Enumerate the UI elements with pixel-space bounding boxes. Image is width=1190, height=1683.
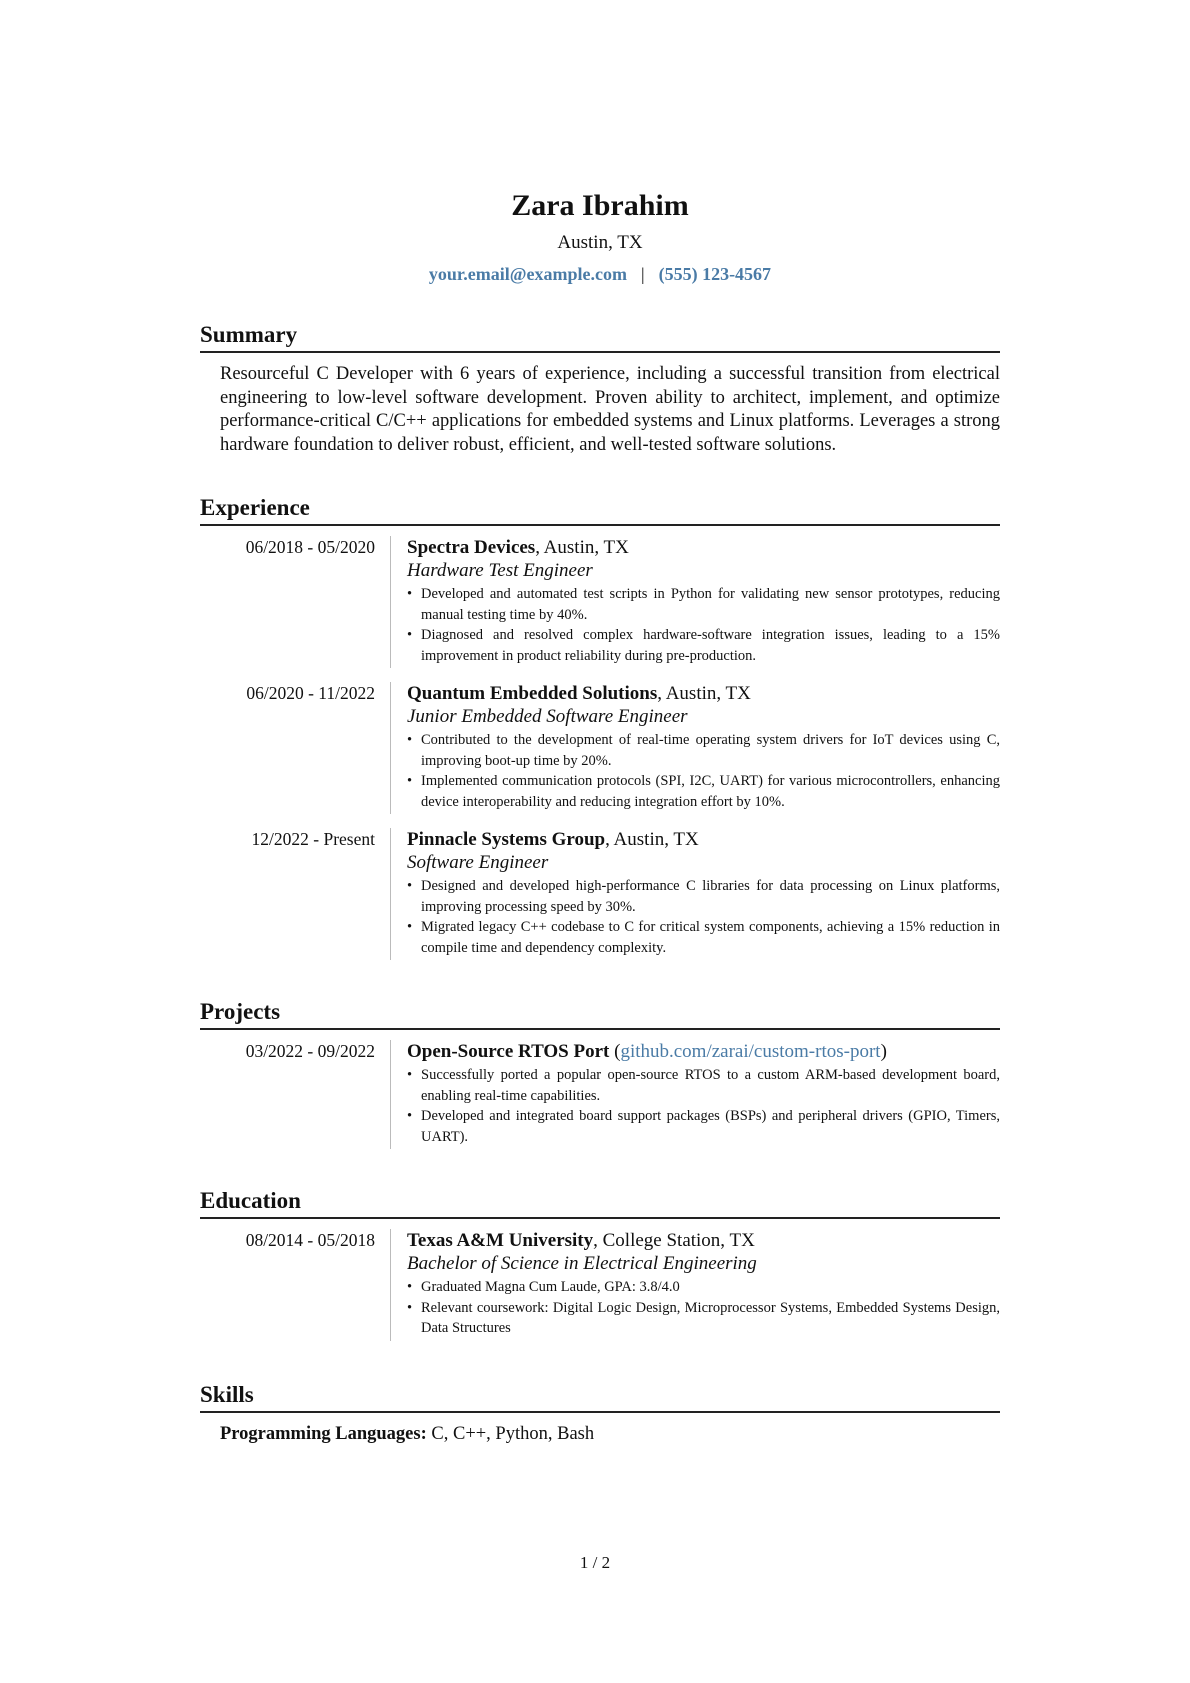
education-entry (200, 1229, 1000, 1341)
entry-org (407, 536, 1000, 559)
entry-org (407, 682, 1000, 705)
projects-section (200, 998, 1000, 1149)
experience-entry (200, 682, 1000, 814)
experience-entry (200, 536, 1000, 668)
job-title: Hardware Test Engineer (407, 560, 593, 581)
skills-label: Programming Languages: (220, 1423, 427, 1444)
company-location: , Austin, TX (605, 829, 699, 850)
projects-heading: Projects (200, 998, 1000, 1030)
bullet-item: • Contributed to the development of real-time operating system drivers for IoT devices using C, improving boot-up time by 20%. (407, 730, 1000, 771)
entry-date: 12/2022 - Present (251, 829, 375, 849)
paren-open: ( (609, 1041, 621, 1062)
page-number: 1 / 2 (579, 1553, 611, 1572)
entry-body (390, 536, 1000, 668)
degree: Bachelor of Science in Electrical Engineering (407, 1253, 757, 1274)
entry-date: 06/2018 - 05/2020 (245, 537, 375, 557)
bullet-list (407, 876, 1000, 958)
entry-body (390, 828, 1000, 960)
entry-org (407, 1229, 1000, 1252)
entry-body (390, 1229, 1000, 1341)
experience-section (200, 494, 1000, 960)
company-name: Pinnacle Systems Group (407, 829, 606, 850)
summary-heading: Summary (200, 321, 1000, 353)
company-name: Spectra Devices (407, 537, 536, 558)
bullet-item: • Developed and automated test scripts in Python for validating new sensor prototypes, reducing manual testing time by 40%. (407, 584, 1000, 625)
job-title: Junior Embedded Software Engineer (407, 706, 688, 727)
bullet-list (407, 1277, 1000, 1339)
project-title (407, 1040, 1000, 1063)
resume-page (200, 0, 1000, 1446)
bullet-item: • Diagnosed and resolved complex hardware-software integration issues, leading to a 15% improvement in product reliability during pre-production. (407, 625, 1000, 666)
summary-section (200, 321, 1000, 457)
bullet-item: • Developed and integrated board support packages (BSPs) and peripheral drivers (GPIO, Timers, UART). (407, 1106, 1000, 1147)
project-entry (200, 1040, 1000, 1149)
bullet-list (407, 1065, 1000, 1147)
candidate-location: Austin, TX (557, 232, 643, 253)
bullet-list (407, 584, 1000, 666)
candidate-name: Zara Ibrahim (511, 189, 689, 222)
summary-text: Resourceful C Developer with 6 years of experience, including a successful transition from electrical engineering to low-level software development. Proven ability to architect, implement, and optimize performance-critical C/C++ applications for embedded systems and Linux platforms. Leverages a strong hardware foundation to deliver robust, efficient, and well-tested software solutions. (220, 364, 1000, 455)
skills-section (200, 1381, 1000, 1446)
project-link[interactable]: github.com/zarai/custom-rtos-port (620, 1041, 881, 1062)
education-section (200, 1187, 1000, 1341)
bullet-item: • Migrated legacy C++ codebase to C for critical system components, achieving a 15% reduction in compile time and dependency complexity. (407, 917, 1000, 958)
bullet-item: • Graduated Magna Cum Laude, GPA: 3.8/4.0 (407, 1277, 1000, 1298)
experience-entry (200, 828, 1000, 960)
skills-heading: Skills (200, 1381, 1000, 1413)
entry-date: 08/2014 - 05/2018 (245, 1230, 375, 1250)
bullet-list (407, 730, 1000, 812)
paren-close: ) (880, 1041, 887, 1062)
skills-value: C, C++, Python, Bash (426, 1423, 595, 1444)
education-heading: Education (200, 1187, 1000, 1219)
entry-date: 03/2022 - 09/2022 (245, 1041, 375, 1061)
bullet-item: • Relevant coursework: Digital Logic Design, Microprocessor Systems, Embedded Systems Design, Data Structures (407, 1298, 1000, 1339)
school-location: , College Station, TX (593, 1230, 755, 1251)
phone-link[interactable]: (555) 123-4567 (658, 264, 772, 284)
project-name: Open-Source RTOS Port (407, 1041, 610, 1062)
job-title: Software Engineer (407, 852, 549, 873)
entry-date: 06/2020 - 11/2022 (246, 683, 375, 703)
contact-line (200, 262, 1000, 286)
bullet-item: • Successfully ported a popular open-source RTOS to a custom ARM-based development board, enabling real-time capabilities. (407, 1065, 1000, 1106)
skills-line (220, 1423, 1000, 1446)
experience-heading: Experience (200, 494, 1000, 526)
bullet-item: • Implemented communication protocols (SPI, I2C, UART) for various microcontrollers, enhancing device interoperability and reducing integration effort by 10%. (407, 771, 1000, 812)
school-name: Texas A&M University (407, 1230, 594, 1251)
company-name: Quantum Embedded Solutions (407, 683, 658, 704)
entry-body (390, 1040, 1000, 1149)
entry-org (407, 828, 1000, 851)
entry-body (390, 682, 1000, 814)
company-location: , Austin, TX (657, 683, 751, 704)
resume-header (200, 188, 1000, 286)
bullet-item: • Designed and developed high-performance C libraries for data processing on Linux platforms, improving processing speed by 30%. (407, 876, 1000, 917)
contact-separator: | (640, 264, 645, 284)
email-link[interactable]: your.email@example.com (428, 264, 627, 284)
company-location: , Austin, TX (535, 537, 629, 558)
